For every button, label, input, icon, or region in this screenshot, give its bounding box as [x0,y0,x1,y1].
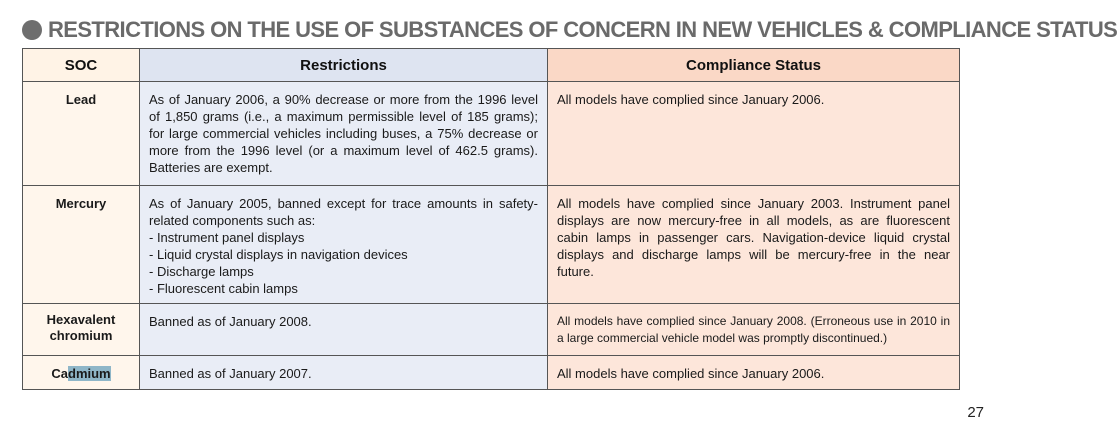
compliance-cell-mercury: All models have complied since January 2003. Instrument panel displays are now mercury-free in all models, as are fluorescent cabin lamps in passenger cars. Navigation-device liquid crystal displays and discharge lamps will be mercury-free in the near future. [548,186,960,304]
list-item: - Discharge lamps [149,264,254,279]
restrictions-cell-hexavalent-chromium: Banned as of January 2008. [140,304,548,356]
table-row-lead [23,82,960,186]
table-header-row [23,49,960,82]
soc-restrictions-table [22,48,960,390]
table-row-cadmium [23,356,960,390]
restrictions-intro-mercury: As of January 2005, banned except for trace amounts in safety-related components such as: [149,196,538,228]
soc-cell-lead: Lead [23,82,140,186]
table-row-hexavalent-chromium [23,304,960,356]
restrictions-cell-lead: As of January 2006, a 90% decrease or more from the 1996 level of 1,850 grams (i.e., a maximum permissible level of 185 grams); for large commercial vehicles including buses, a 75% decrease or more from the 1996 level (or a maximum level of 462.5 grams). Batteries are exempt. [140,82,548,186]
soc-cell-mercury: Mercury [23,186,140,304]
column-header-soc: SOC [23,49,140,82]
column-header-compliance-status: Compliance Status [548,49,960,82]
soc-label-line-2: chromium [49,328,113,343]
table-row-mercury [23,186,960,304]
soc-label-line-1: Hexavalent [46,312,116,327]
section-title: RESTRICTIONS ON THE USE OF SUBSTANCES OF CONCERN IN NEW VEHICLES & COMPLIANCE STATUS [48,17,1117,42]
bullet-circle-icon [22,20,42,40]
compliance-cell-hexavalent-chromium: All models have complied since January 2008. (Erroneous use in 2010 in a large commercial vehicle model was promptly discontinued.) [548,304,960,356]
restrictions-list-mercury [149,229,538,297]
soc-cell-cadmium [23,356,140,390]
soc-label-part-1: Ca [51,366,68,381]
page-number: 27 [967,404,984,421]
column-header-restrictions: Restrictions [140,49,548,82]
compliance-cell-lead: All models have complied since January 2006. [548,82,960,186]
soc-label-highlighted-part: dmium [68,366,111,381]
compliance-cell-cadmium: All models have complied since January 2006. [548,356,960,390]
list-item: - Instrument panel displays [149,230,305,245]
restrictions-cell-mercury [140,186,548,304]
list-item: - Fluorescent cabin lamps [149,281,298,296]
section-heading [22,15,1117,45]
soc-cell-hexavalent-chromium [23,304,140,356]
list-item: - Liquid crystal displays in navigation devices [149,247,408,262]
restrictions-cell-cadmium: Banned as of January 2007. [140,356,548,390]
